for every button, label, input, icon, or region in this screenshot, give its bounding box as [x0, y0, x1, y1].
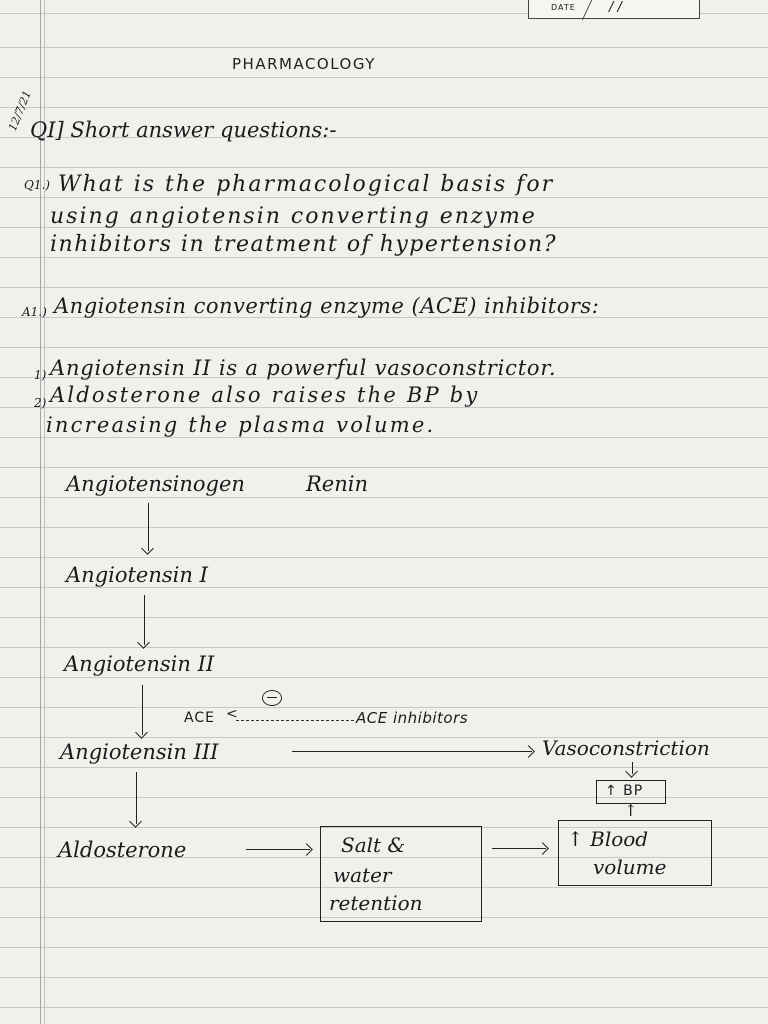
- up-arrow-icon: ↑: [624, 801, 638, 820]
- salt-water-line-3: retention: [329, 891, 423, 915]
- answer-number: A1.): [22, 305, 47, 319]
- arrow-down-icon: [632, 762, 633, 774]
- flow-angiotensin-3: Angiotensin III: [60, 740, 219, 764]
- side-date: 12/7/21: [6, 88, 34, 133]
- answer-heading: Angiotensin converting enzyme (ACE) inhibitors:: [54, 294, 600, 318]
- blood-volume-box: [558, 820, 712, 886]
- bp-label: ↑ BP: [605, 783, 644, 799]
- left-arrowhead-icon: <: [226, 706, 238, 722]
- salt-water-line-2: water: [333, 863, 392, 887]
- blood-volume-line-2: volume: [593, 855, 667, 879]
- blood-volume-line-1: ↑ Blood: [567, 827, 649, 851]
- date-divider: [582, 0, 593, 20]
- point-1-number: 1): [34, 368, 47, 382]
- page-title: PHARMACOLOGY: [232, 55, 376, 73]
- point-2-text: Aldosterone also raises the BP by: [50, 383, 480, 407]
- margin-line: [40, 0, 41, 1024]
- arrow-down-icon: [144, 595, 145, 645]
- date-value: / /: [609, 0, 622, 15]
- arrow-down-icon: [148, 503, 149, 551]
- flow-angiotensinogen: Angiotensinogen: [66, 472, 245, 496]
- flow-aldosterone: Aldosterone: [58, 838, 187, 862]
- flow-angiotensin-2: Angiotensin II: [64, 652, 215, 676]
- date-label: DATE: [551, 3, 576, 12]
- flow-ace-inhibitors: ACE inhibitors: [356, 709, 469, 727]
- question-number: Q1.): [24, 178, 50, 192]
- dashed-inhibition-line: [236, 720, 354, 721]
- arrow-down-icon: [136, 772, 137, 824]
- date-box: [528, 0, 700, 19]
- salt-water-line-1: Salt &: [341, 833, 406, 857]
- point-2-text-cont: increasing the plasma volume.: [46, 413, 436, 437]
- salt-water-box: [320, 826, 482, 922]
- point-2-number: 2): [34, 396, 47, 410]
- arrow-right-icon: [246, 849, 310, 850]
- arrow-right-icon: [292, 751, 532, 752]
- margin-line-inner: [44, 0, 45, 1024]
- question-line-1: What is the pharmacological basis for: [58, 172, 555, 197]
- point-1-text: Angiotensin II is a powerful vasoconstrictor.: [50, 356, 557, 380]
- flow-vasoconstriction: Vasoconstriction: [542, 736, 710, 760]
- arrow-down-icon: [142, 685, 143, 735]
- question-line-3: inhibitors in treatment of hypertension?: [50, 232, 557, 257]
- flow-renin: Renin: [306, 472, 369, 496]
- flow-angiotensin-1: Angiotensin I: [66, 563, 208, 587]
- arrow-right-icon: [492, 848, 546, 849]
- section-heading: QI] Short answer questions:-: [30, 118, 337, 142]
- inhibition-minus-icon: [262, 690, 282, 706]
- flow-ace-label: ACE: [184, 710, 215, 726]
- question-line-2: using angiotensin converting enzyme: [50, 204, 537, 229]
